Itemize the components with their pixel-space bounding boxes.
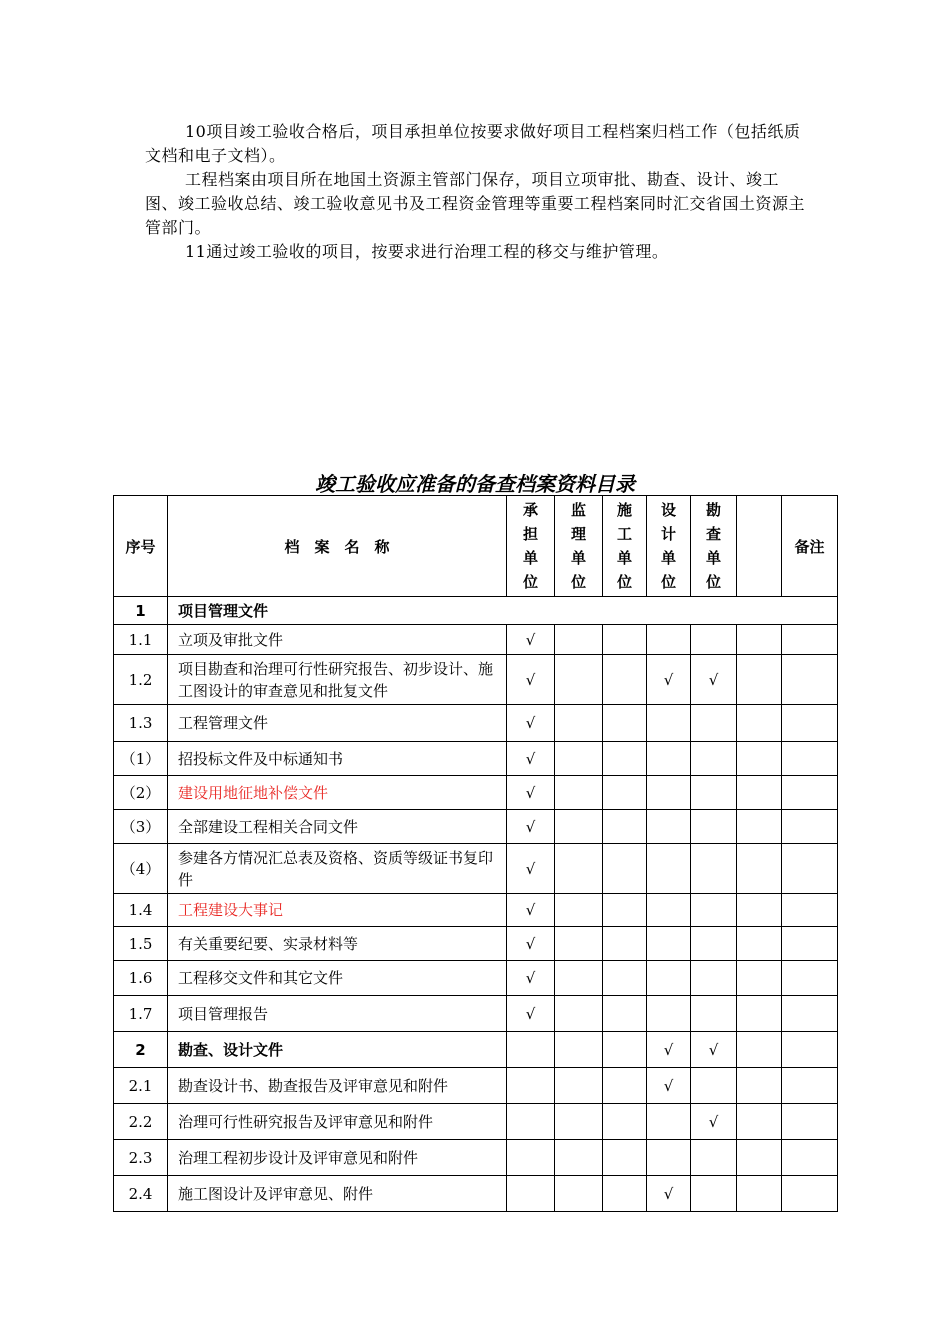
check-mark: √ (507, 625, 555, 655)
row-name: 项目勘查和治理可行性研究报告、初步设计、施工图设计的审查意见和批复文件 (168, 655, 507, 705)
table-row (114, 742, 838, 776)
empty-cell (737, 1176, 782, 1212)
empty-cell (555, 776, 603, 810)
empty-cell (647, 894, 691, 927)
table-row (114, 1104, 838, 1140)
empty-cell (555, 1140, 603, 1176)
header-note: 备注 (782, 496, 838, 597)
table-row (114, 927, 838, 961)
empty-cell (647, 961, 691, 996)
table-row (114, 1140, 838, 1176)
empty-cell (647, 1104, 691, 1140)
empty-cell (691, 894, 737, 927)
header-seq: 序号 (114, 496, 168, 597)
row-note (782, 810, 838, 844)
row-name: 工程管理文件 (168, 705, 507, 742)
header-name: 档 案 名 称 (168, 496, 507, 597)
row-name: 招投标文件及中标通知书 (168, 742, 507, 776)
row-name: 工程建设大事记 (168, 894, 507, 927)
check-mark: √ (507, 810, 555, 844)
header-unit-blank (737, 496, 782, 597)
row-note (782, 1032, 838, 1068)
check-mark: √ (507, 776, 555, 810)
empty-cell (737, 894, 782, 927)
check-mark: √ (647, 655, 691, 705)
empty-cell (691, 705, 737, 742)
row-seq: 1.6 (114, 961, 168, 996)
row-note (782, 625, 838, 655)
header-unit-design: 设 计 单 位 (647, 496, 691, 597)
row-seq: 1 (114, 597, 168, 625)
paragraph-10: 10项目竣工验收合格后，项目承担单位按要求做好项目工程档案归档工作（包括纸质文档和电子文档）。 (145, 122, 801, 165)
empty-cell (737, 1068, 782, 1104)
row-seq: 1.2 (114, 655, 168, 705)
paragraph-11: 11通过竣工验收的项目，按要求进行治理工程的移交与维护管理。 (185, 242, 669, 261)
empty-cell (555, 705, 603, 742)
header-unit-undertaking: 承 担 单 位 (507, 496, 555, 597)
empty-cell (603, 927, 647, 961)
check-mark: √ (507, 894, 555, 927)
check-mark: √ (507, 927, 555, 961)
row-name: 有关重要纪要、实录材料等 (168, 927, 507, 961)
empty-cell (737, 1104, 782, 1140)
check-mark: √ (647, 1068, 691, 1104)
empty-cell (603, 1176, 647, 1212)
check-mark: √ (691, 1104, 737, 1140)
table-row (114, 810, 838, 844)
row-note (782, 1140, 838, 1176)
empty-cell (737, 927, 782, 961)
row-seq: 1.1 (114, 625, 168, 655)
row-name: 施工图设计及评审意见、附件 (168, 1176, 507, 1212)
table-row (114, 996, 838, 1032)
empty-cell (691, 1140, 737, 1176)
row-name: 勘查设计书、勘查报告及评审意见和附件 (168, 1068, 507, 1104)
empty-cell (603, 742, 647, 776)
empty-cell (555, 1068, 603, 1104)
row-name: 参建各方情况汇总表及资格、资质等级证书复印件 (168, 844, 507, 894)
empty-cell (555, 996, 603, 1032)
empty-cell (737, 961, 782, 996)
empty-cell (737, 776, 782, 810)
empty-cell (603, 810, 647, 844)
row-note (782, 894, 838, 927)
empty-cell (555, 927, 603, 961)
header-unit-survey: 勘 查 单 位 (691, 496, 737, 597)
empty-cell (555, 894, 603, 927)
empty-cell (507, 1104, 555, 1140)
empty-cell (603, 1068, 647, 1104)
empty-cell (603, 961, 647, 996)
empty-cell (603, 655, 647, 705)
row-seq: 2 (114, 1032, 168, 1068)
empty-cell (737, 1032, 782, 1068)
row-name: 勘查、设计文件 (168, 1032, 507, 1068)
table-title: 竣工验收应准备的备查档案资料目录 (315, 472, 635, 496)
table-row (114, 597, 838, 625)
empty-cell (555, 844, 603, 894)
check-mark: √ (647, 1176, 691, 1212)
row-seq: （2） (114, 776, 168, 810)
row-note (782, 655, 838, 705)
check-mark: √ (507, 996, 555, 1032)
row-name: 建设用地征地补偿文件 (168, 776, 507, 810)
empty-cell (507, 1176, 555, 1212)
row-name: 工程移交文件和其它文件 (168, 961, 507, 996)
empty-cell (691, 810, 737, 844)
empty-cell (737, 742, 782, 776)
empty-cell (603, 996, 647, 1032)
header-unit-construction: 施 工 单 位 (603, 496, 647, 597)
empty-cell (647, 810, 691, 844)
check-mark: √ (507, 705, 555, 742)
row-name: 立项及审批文件 (168, 625, 507, 655)
empty-cell (647, 927, 691, 961)
row-name: 治理可行性研究报告及评审意见和附件 (168, 1104, 507, 1140)
empty-cell (603, 1140, 647, 1176)
empty-cell (555, 961, 603, 996)
check-mark: √ (691, 655, 737, 705)
row-name: 项目管理报告 (168, 996, 507, 1032)
empty-cell (603, 1032, 647, 1068)
header-unit-supervision: 监 理 单 位 (555, 496, 603, 597)
empty-cell (737, 1140, 782, 1176)
row-seq: 2.1 (114, 1068, 168, 1104)
empty-cell (737, 844, 782, 894)
table-row (114, 655, 838, 705)
row-name: 项目管理文件 (168, 597, 838, 625)
table-row (114, 625, 838, 655)
check-mark: √ (507, 742, 555, 776)
empty-cell (647, 996, 691, 1032)
check-mark: √ (647, 1032, 691, 1068)
row-name: 治理工程初步设计及评审意见和附件 (168, 1140, 507, 1176)
empty-cell (603, 705, 647, 742)
paragraph-archive: 工程档案由项目所在地国土资源主管部门保存，项目立项审批、勘查、设计、竣工图、竣工验收总结、竣工验收意见书及工程资金管理等重要工程档案同时汇交省国土资源主管部门。 (145, 170, 806, 237)
row-note (782, 1176, 838, 1212)
table-row (114, 844, 838, 894)
empty-cell (507, 1068, 555, 1104)
row-seq: （1） (114, 742, 168, 776)
empty-cell (691, 776, 737, 810)
row-seq: 2.4 (114, 1176, 168, 1212)
empty-cell (737, 996, 782, 1032)
empty-cell (603, 625, 647, 655)
check-mark: √ (691, 1032, 737, 1068)
table-row (114, 961, 838, 996)
table-row (114, 705, 838, 742)
row-seq: （3） (114, 810, 168, 844)
row-note (782, 844, 838, 894)
row-seq: 1.7 (114, 996, 168, 1032)
row-seq: 1.5 (114, 927, 168, 961)
row-seq: 1.3 (114, 705, 168, 742)
empty-cell (555, 1176, 603, 1212)
empty-cell (647, 844, 691, 894)
empty-cell (647, 1140, 691, 1176)
empty-cell (555, 742, 603, 776)
empty-cell (555, 810, 603, 844)
empty-cell (647, 776, 691, 810)
empty-cell (647, 742, 691, 776)
table-row (114, 1068, 838, 1104)
empty-cell (691, 996, 737, 1032)
row-seq: 1.4 (114, 894, 168, 927)
row-note (782, 742, 838, 776)
table-row (114, 1176, 838, 1212)
check-mark: √ (507, 844, 555, 894)
row-seq: 2.2 (114, 1104, 168, 1140)
check-mark: √ (507, 655, 555, 705)
empty-cell (555, 1104, 603, 1140)
table-row (114, 894, 838, 927)
row-name: 全部建设工程相关合同文件 (168, 810, 507, 844)
row-note (782, 961, 838, 996)
empty-cell (507, 1032, 555, 1068)
row-note (782, 996, 838, 1032)
empty-cell (737, 810, 782, 844)
row-seq: （4） (114, 844, 168, 894)
empty-cell (691, 625, 737, 655)
empty-cell (737, 655, 782, 705)
empty-cell (691, 742, 737, 776)
empty-cell (603, 776, 647, 810)
empty-cell (603, 1104, 647, 1140)
table-header-row (114, 496, 838, 597)
row-note (782, 927, 838, 961)
empty-cell (647, 705, 691, 742)
empty-cell (603, 894, 647, 927)
row-note (782, 1104, 838, 1140)
archive-checklist-table (113, 495, 838, 1212)
table-row (114, 776, 838, 810)
empty-cell (737, 625, 782, 655)
check-mark: √ (507, 961, 555, 996)
empty-cell (603, 844, 647, 894)
table-row (114, 1032, 838, 1068)
empty-cell (555, 625, 603, 655)
empty-cell (737, 705, 782, 742)
empty-cell (691, 961, 737, 996)
empty-cell (691, 1176, 737, 1212)
empty-cell (691, 1068, 737, 1104)
row-note (782, 1068, 838, 1104)
empty-cell (507, 1140, 555, 1176)
empty-cell (691, 844, 737, 894)
body-text (145, 120, 810, 264)
empty-cell (691, 927, 737, 961)
row-seq: 2.3 (114, 1140, 168, 1176)
empty-cell (647, 625, 691, 655)
row-note (782, 705, 838, 742)
empty-cell (555, 655, 603, 705)
row-note (782, 776, 838, 810)
empty-cell (555, 1032, 603, 1068)
